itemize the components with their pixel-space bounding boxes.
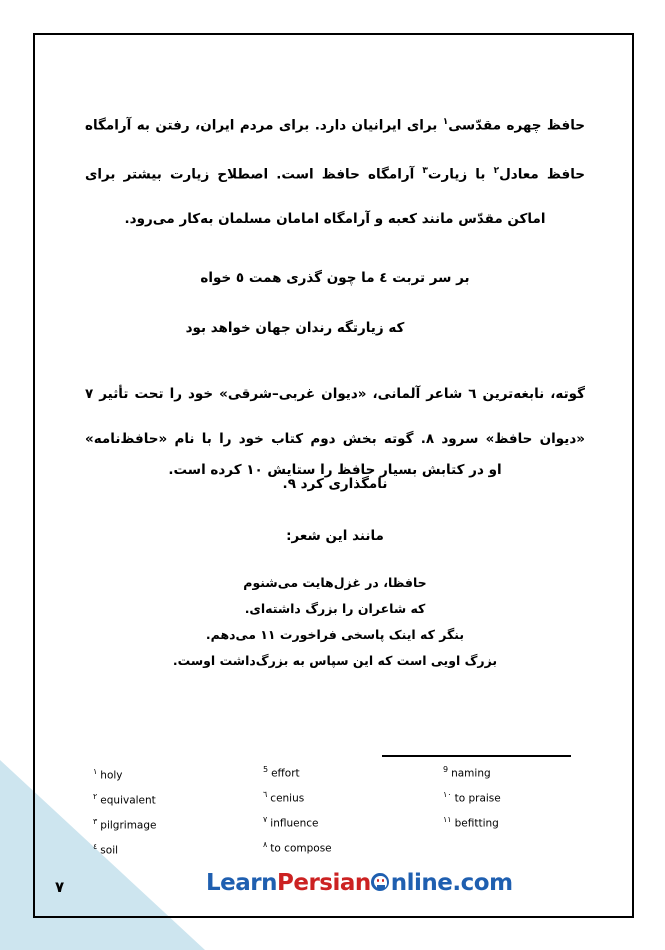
poem-line: بزرگ اویی است که این سپاس به بزرگ‌داشت اوست.	[172, 653, 498, 668]
footnote-text: influence	[270, 817, 319, 830]
footnote-text: to compose	[270, 842, 332, 855]
footnote-text: soil	[100, 844, 119, 857]
footnote-text: befitting	[454, 817, 499, 830]
footnote-text: effort	[271, 767, 300, 780]
paragraph-1-seg-4: آرامگاه حافظ است. اصطلاح زیارت بیشتر برای اماکن مقدّس مانند کعبه و آرامگاه امامان مسلمان به‌کار می‌رود.	[85, 166, 546, 227]
footnote-text: to praise	[454, 792, 501, 805]
footnote-number: ١	[93, 767, 98, 776]
couplet-line-2: که زیارتگه رندان جهان خواهد بود	[185, 320, 405, 336]
footnote-number: ١٠	[443, 790, 452, 799]
footnote-item	[93, 840, 156, 858]
footnote-item	[443, 763, 501, 781]
page-number: ۷	[55, 878, 65, 896]
footnote-item	[443, 813, 501, 831]
footnote-column-3	[443, 763, 501, 838]
footnote-marker-2: ٢	[493, 165, 500, 176]
footnote-marker-3: ٣	[422, 165, 428, 176]
footnote-item	[263, 788, 332, 806]
logo-text-persian: Persian	[277, 870, 371, 896]
paragraph-1-seg-1: حافظ چهره مقدّسی	[448, 117, 586, 134]
footnote-column-1	[93, 765, 156, 865]
poem-line: بنگر که اینک پاسخی فراخورت ١١ می‌دهم.	[205, 627, 465, 642]
footnote-separator-rule	[382, 755, 571, 757]
footnote-number: ١١	[443, 815, 452, 824]
footnote-number: ٦	[263, 790, 268, 799]
logo-o-icon	[371, 873, 391, 893]
logo-text-tld: .com	[452, 870, 513, 896]
footnote-number: ٣	[93, 817, 98, 826]
footnote-number: 9	[443, 765, 449, 774]
logo-text-online-tail: nline	[390, 870, 453, 896]
footnote-text: cenius	[270, 792, 305, 805]
footnote-item	[93, 790, 156, 808]
paragraph-praise: او در کتابش بسیار حافظ را ستایش ١٠ کرده است.	[168, 462, 502, 478]
footnote-number: ٧	[263, 815, 268, 824]
footnote-item	[263, 763, 332, 781]
footnote-text: equivalent	[100, 794, 156, 807]
paragraph-1-seg-2: برای ایرانیان دارد. برای مردم ایران، رفتن به آرامگاه حافظ معادل	[85, 117, 585, 182]
poem-line: حافظا، در غزل‌هایت می‌شنوم	[243, 575, 427, 590]
poem-verse-block	[85, 570, 585, 674]
poem-intro-line: مانند این شعر:	[286, 528, 384, 544]
footnote-text: naming	[451, 767, 491, 780]
footnote-marker-1: ١	[442, 117, 449, 127]
footnote-text: pilgrimage	[100, 819, 157, 832]
footnote-item	[263, 813, 332, 831]
paragraph-1-seg-3: با زیارت	[427, 166, 494, 182]
paragraph-holy-shrine	[85, 100, 585, 242]
footnote-number: 5	[263, 765, 269, 774]
site-logo[interactable]	[206, 868, 513, 900]
footnote-number: ٨	[263, 840, 268, 849]
footnote-number: ٢	[93, 792, 98, 801]
footnote-item	[93, 765, 156, 783]
paragraph-goethe: گوته، نابغه‌ترین ٦ شاعر آلمانی، «دیوان غربی–شرقی» خود را تحت تأثیر ٧ «دیوان حافظ» سرود ٨. گوته بخش دوم کتاب خود را با نام «حافظ‌نامه» نامگذاری کرد ٩.	[85, 386, 585, 492]
couplet-line-1: بر سر تربت ٤ ما چون گذری همت ٥ خواه	[200, 270, 470, 286]
logo-text-learn: Learn	[206, 870, 277, 896]
poem-line: که شاعران را بزرگ داشته‌ای.	[244, 601, 426, 616]
footnote-text: holy	[100, 769, 123, 782]
footnote-item	[93, 815, 156, 833]
footnote-item	[443, 788, 501, 806]
footnote-item	[263, 838, 332, 856]
footnote-number: ٤	[93, 842, 98, 851]
footnote-column-2	[263, 763, 332, 863]
